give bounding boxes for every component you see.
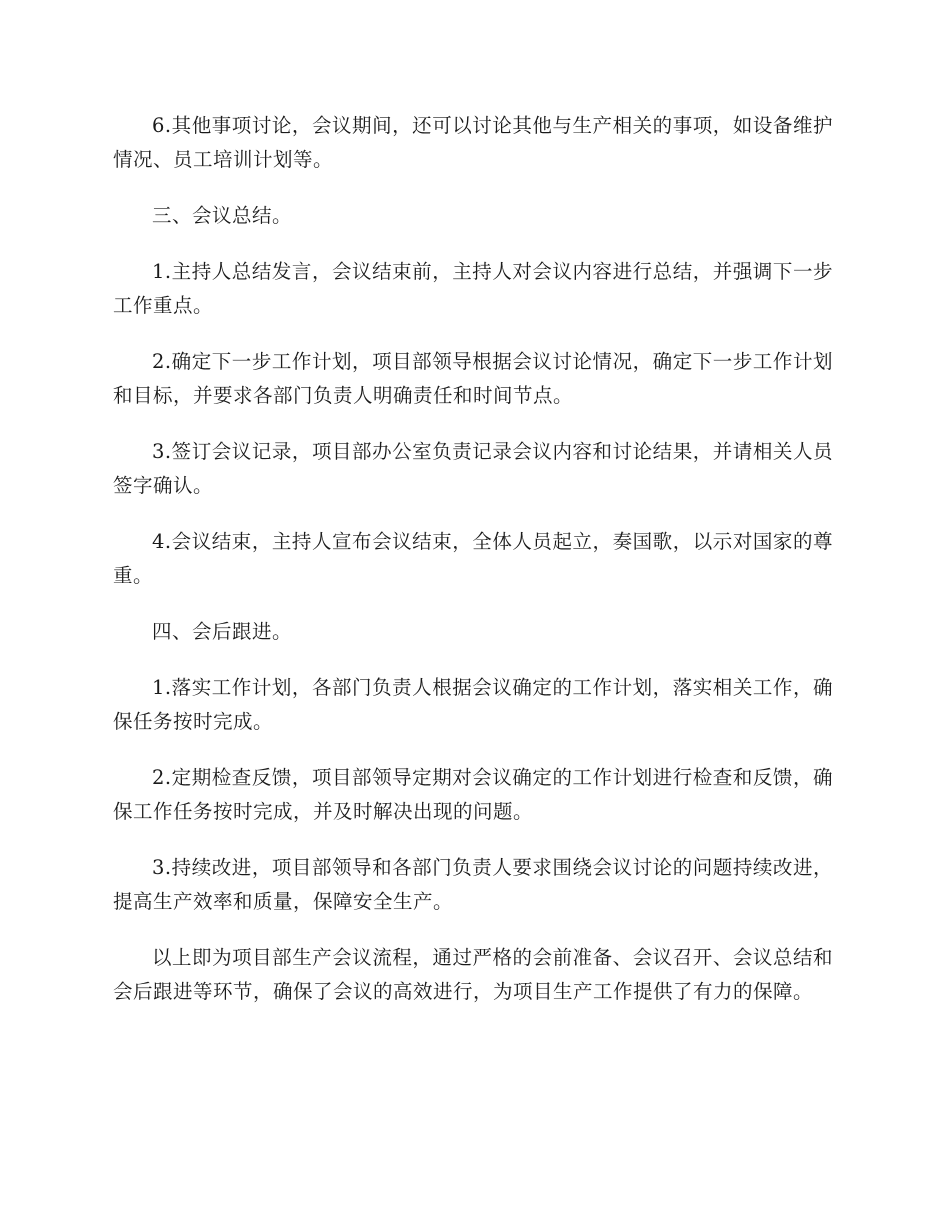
section-heading-meeting-summary: 三、会议总结。 [152,204,293,227]
paragraph-conclusion: 以上即为项目部生产会议流程，通过严格的会前准备、会议召开、会议总结和会后跟进等环节，确保了会议的高效进行，为项目生产工作提供了有力的保障。 [113,946,833,1003]
section-heading-follow-up: 四、会后跟进。 [152,620,293,643]
paragraph-meeting-end: 4.会议结束，主持人宣布会议结束，全体人员起立，奏国歌，以示对国家的尊重。 [113,530,833,587]
paragraph-regular-check: 2.定期检查反馈，项目部领导定期对会议确定的工作计划进行检查和反馈，确保工作任务按时完成，并及时解决出现的问题。 [113,766,833,823]
paragraph-next-work-plan: 2.确定下一步工作计划，项目部领导根据会议讨论情况，确定下一步工作计划和目标，并要求各部门负责人明确责任和时间节点。 [113,350,833,407]
paragraph-implement-plan: 1.落实工作计划，各部门负责人根据会议确定的工作计划，落实相关工作，确保任务按时完成。 [113,676,833,733]
document-body [113,109,833,1031]
paragraph-sign-minutes: 3.签订会议记录，项目部办公室负责记录会议内容和讨论结果，并请相关人员签字确认。 [113,440,833,497]
paragraph-other-matters: 6.其他事项讨论，会议期间，还可以讨论其他与生产相关的事项，如设备维护情况、员工培训计划等。 [113,114,833,171]
paragraph-host-summary: 1.主持人总结发言，会议结束前，主持人对会议内容进行总结，并强调下一步工作重点。 [113,260,833,317]
paragraph-continuous-improvement: 3.持续改进，项目部领导和各部门负责人要求围绕会议讨论的问题持续改进，提高生产效率和质量，保障安全生产。 [113,856,833,913]
